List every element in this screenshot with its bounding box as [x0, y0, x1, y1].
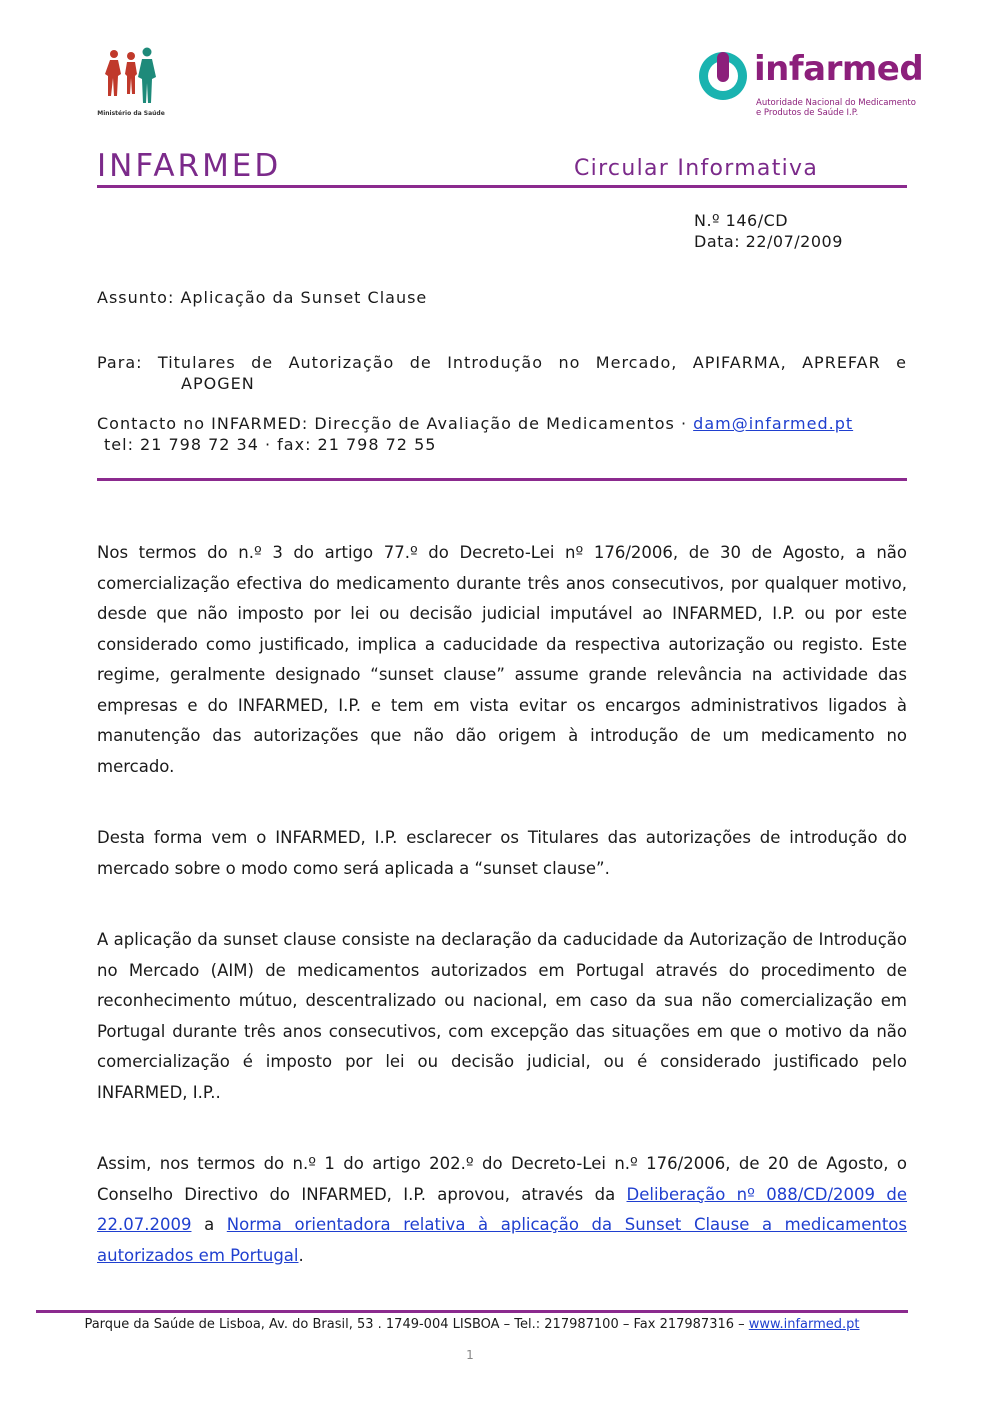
paragraph-1: Nos termos do n.º 3 do artigo 77.º do Decreto-Lei nº 176/2006, de 30 de Agosto, a não comercialização efectiva do medicamento durante três anos consecutivos, por qualquer motivo, desde que não imposto por lei ou decisão judicial imputável ao INFARMED, I.P. ou por este considerado como justificado, implica a caducidade da respectiva autorização ou registo. Este regime, geralmente designado “sunset clause” assume grande relevância na actividade das empresas e do INFARMED, I.P. e tem em vista evitar os encargos administrativos ligados à manutenção das autorizações que não dão origem à introdução de um medicamento no mercado.	[97, 543, 907, 776]
paragraph-4	[97, 1149, 907, 1271]
contact-line	[97, 413, 853, 434]
infarmed-wordmark: infarmed	[754, 49, 924, 89]
footer-website-link[interactable]: www.infarmed.pt	[748, 1317, 860, 1332]
document-type: Circular Informativa	[574, 156, 819, 181]
ministry-caption: Ministério da Saúde	[97, 110, 165, 117]
document-title: INFARMED	[97, 148, 282, 184]
paragraph-2: Desta forma vem o INFARMED, I.P. esclarecer os Titulares das autorizações de introdução do mercado sobre o modo como será aplicada a “sunset clause”.	[97, 828, 907, 878]
paragraph-4-start: Assim, nos termos do n.º 1 do artigo 202.º do Decreto-Lei n.º 176/2006, de 20 de Agosto, o Conselho Directivo do INFARMED, I.P. aprovou, através da	[97, 1154, 907, 1204]
recipients-line-2: APOGEN	[181, 374, 255, 393]
contact-email-link[interactable]: dam@infarmed.pt	[693, 414, 854, 433]
section-divider	[97, 478, 907, 481]
guidance-norm-link[interactable]: Norma orientadora relativa à aplicação da Sunset Clause a medicamentos autorizados em Portugal	[97, 1215, 907, 1265]
infarmed-tagline-1: Autoridade Nacional do Medicamento	[756, 98, 916, 108]
footer-divider	[36, 1310, 908, 1313]
contact-phone-fax: tel: 21 798 72 34 · fax: 21 798 72 55	[104, 435, 437, 454]
paragraph-4-end: .	[298, 1245, 304, 1265]
ministerio-saude-logo	[100, 46, 162, 116]
footer-address-text: Parque da Saúde de Lisboa, Av. do Brasil, 53 . 1749-004 LISBOA – Tel.: 217987100 – Fax 217987316 –	[84, 1317, 749, 1332]
infarmed-logo-icon	[697, 50, 749, 102]
header-divider	[97, 185, 907, 188]
infarmed-tagline-2: e Produtos de Saúde I.P.	[756, 108, 859, 118]
page-number: 1	[466, 1348, 474, 1362]
deliberation-link[interactable]: Deliberação nº 088/CD/2009 de 22.07.2009	[97, 1184, 908, 1234]
paragraph-4-mid: a	[191, 1215, 227, 1234]
footer-address	[36, 1317, 908, 1333]
recipients-line-1: Para: Titulares de Autorização de Introdução no Mercado, APIFARMA, APREFAR e	[97, 353, 907, 372]
subject-line: Assunto: Aplicação da Sunset Clause	[97, 288, 428, 307]
paragraph-3: A aplicação da sunset clause consiste na declaração da caducidade da Autorização de Introdução no Mercado (AIM) de medicamentos autorizados em Portugal através do procedimento de reconhecimento mútuo, descentralizado ou nacional, em caso da sua não comercialização em Portugal durante três anos consecutivos, com excepção das situações em que o motivo da não comercialização é imposto por lei ou decisão judicial, ou é considerado justificado pelo INFARMED, I.P..	[97, 930, 907, 1102]
circular-date: Data: 22/07/2009	[694, 232, 843, 251]
contact-prefix: Contacto no INFARMED: Direcção de Avaliação de Medicamentos ·	[97, 414, 694, 433]
circular-number: N.º 146/CD	[694, 211, 789, 230]
